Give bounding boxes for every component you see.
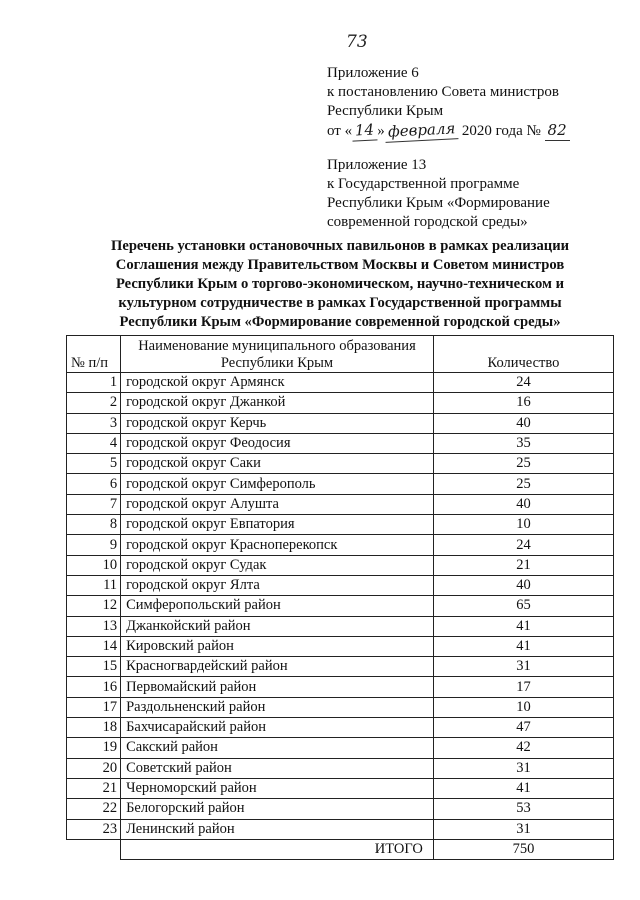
row-qty: 41 — [433, 636, 613, 656]
row-num: 8 — [67, 515, 121, 535]
row-num: 19 — [67, 738, 121, 758]
table-row — [67, 454, 614, 474]
row-name: городской округ Джанкой — [121, 393, 434, 413]
table-row — [67, 657, 614, 677]
row-name: Советский район — [121, 758, 434, 778]
appendix-13-title: Приложение 13 — [327, 157, 427, 173]
row-num: 4 — [67, 433, 121, 453]
row-qty: 65 — [433, 596, 613, 616]
row-num: 18 — [67, 718, 121, 738]
table-row — [67, 636, 614, 656]
row-num: 6 — [67, 474, 121, 494]
table-row — [67, 778, 614, 798]
table-row — [67, 393, 614, 413]
table-row — [67, 433, 614, 453]
row-name: городской округ Судак — [121, 555, 434, 575]
date-year: 2020 года № — [458, 123, 545, 139]
header-num: № п/п — [67, 336, 121, 373]
row-name: городской округ Красноперекопск — [121, 535, 434, 555]
table-row — [67, 819, 614, 839]
row-qty: 31 — [433, 819, 613, 839]
appendix-13-block — [327, 156, 550, 232]
appendix-6-line2: к постановлению Совета министров — [327, 84, 559, 100]
row-qty: 31 — [433, 657, 613, 677]
pavilions-table — [66, 335, 614, 860]
table-row — [67, 596, 614, 616]
table-row — [67, 738, 614, 758]
row-name: Джанкойский район — [121, 616, 434, 636]
row-name: Бахчисарайский район — [121, 718, 434, 738]
title-line-3: Республики Крым о торгово-экономическом, научно-техническом и — [115, 276, 565, 292]
table-header-row — [67, 336, 614, 373]
row-name: Кировский район — [121, 636, 434, 656]
row-name: городской округ Керчь — [121, 413, 434, 433]
row-qty: 41 — [433, 778, 613, 798]
page-number: 73 — [346, 32, 368, 52]
row-num: 15 — [67, 657, 121, 677]
row-num: 21 — [67, 778, 121, 798]
handwritten-month: февраля — [384, 119, 458, 143]
table-row — [67, 799, 614, 819]
row-qty: 42 — [433, 738, 613, 758]
title-line-2: Соглашения между Правительством Москвы и Советом министров — [115, 257, 565, 273]
row-name: Черноморский район — [121, 778, 434, 798]
row-num: 23 — [67, 819, 121, 839]
date-prefix: от « — [327, 123, 353, 139]
row-num: 16 — [67, 677, 121, 697]
row-qty: 16 — [433, 393, 613, 413]
appendix-13-line2: к Государственной программе — [327, 176, 520, 192]
title-line-5: Республики Крым «Формирование современной городской среды» — [119, 314, 561, 330]
row-qty: 40 — [433, 413, 613, 433]
table-row — [67, 515, 614, 535]
row-name: Красногвардейский район — [121, 657, 434, 677]
row-qty: 40 — [433, 575, 613, 595]
row-qty: 24 — [433, 373, 613, 393]
row-qty: 35 — [433, 433, 613, 453]
table-row — [67, 616, 614, 636]
title-line-4: культурном сотрудничестве в рамках Государственной программы — [118, 295, 562, 311]
table-row — [67, 555, 614, 575]
total-row — [67, 839, 614, 859]
table-row — [67, 535, 614, 555]
row-name: городской округ Феодосия — [121, 433, 434, 453]
row-name: городской округ Симферополь — [121, 474, 434, 494]
row-name: Раздольненский район — [121, 697, 434, 717]
row-name: Первомайский район — [121, 677, 434, 697]
row-name: городской округ Ялта — [121, 575, 434, 595]
handwritten-number: 82 — [545, 121, 570, 141]
row-num: 13 — [67, 616, 121, 636]
appendix-13-line4: современной городской среды» — [327, 214, 528, 230]
row-num: 7 — [67, 494, 121, 514]
row-qty: 31 — [433, 758, 613, 778]
row-name: Симферопольский район — [121, 596, 434, 616]
row-qty: 25 — [433, 454, 613, 474]
handwritten-day: 14 — [352, 120, 378, 141]
table-row — [67, 575, 614, 595]
row-name: городской округ Армянск — [121, 373, 434, 393]
row-num: 14 — [67, 636, 121, 656]
table-row — [67, 474, 614, 494]
row-qty: 24 — [433, 535, 613, 555]
header-name — [121, 336, 434, 373]
row-num: 17 — [67, 697, 121, 717]
row-num: 10 — [67, 555, 121, 575]
row-name: городской округ Алушта — [121, 494, 434, 514]
row-name: Ленинский район — [121, 819, 434, 839]
header-qty: Количество — [433, 336, 613, 373]
row-qty: 10 — [433, 515, 613, 535]
row-num: 5 — [67, 454, 121, 474]
table-row — [67, 697, 614, 717]
total-label: ИТОГО — [121, 839, 434, 859]
row-num: 11 — [67, 575, 121, 595]
row-qty: 41 — [433, 616, 613, 636]
row-num: 3 — [67, 413, 121, 433]
row-qty: 17 — [433, 677, 613, 697]
table-row — [67, 373, 614, 393]
total-value: 750 — [433, 839, 613, 859]
header-name-line1: Наименование муниципального образования — [138, 338, 416, 354]
table-row — [67, 677, 614, 697]
appendix-6-line3: Республики Крым — [327, 103, 444, 119]
row-qty: 40 — [433, 494, 613, 514]
row-qty: 47 — [433, 718, 613, 738]
title-line-1: Перечень установки остановочных павильонов в рамках реализации — [110, 238, 570, 254]
row-num: 22 — [67, 799, 121, 819]
row-qty: 10 — [433, 697, 613, 717]
header-name-line2: Республики Крым — [220, 355, 334, 371]
table-row — [67, 718, 614, 738]
row-num: 9 — [67, 535, 121, 555]
row-num: 1 — [67, 373, 121, 393]
row-name: Сакский район — [121, 738, 434, 758]
date-mid: » — [377, 123, 385, 139]
total-blank-cell — [67, 839, 121, 859]
appendix-6-block — [327, 64, 570, 141]
appendix-6-date-line — [327, 121, 570, 141]
row-qty: 53 — [433, 799, 613, 819]
row-qty: 25 — [433, 474, 613, 494]
table-row — [67, 494, 614, 514]
row-name: Белогорский район — [121, 799, 434, 819]
appendix-6-title: Приложение 6 — [327, 65, 419, 81]
row-name: городской округ Евпатория — [121, 515, 434, 535]
row-num: 2 — [67, 393, 121, 413]
table-row — [67, 413, 614, 433]
row-name: городской округ Саки — [121, 454, 434, 474]
row-num: 20 — [67, 758, 121, 778]
table-body — [67, 373, 614, 860]
appendix-13-line3: Республики Крым «Формирование — [327, 195, 550, 211]
row-qty: 21 — [433, 555, 613, 575]
row-num: 12 — [67, 596, 121, 616]
table-row — [67, 758, 614, 778]
document-title — [70, 237, 610, 332]
